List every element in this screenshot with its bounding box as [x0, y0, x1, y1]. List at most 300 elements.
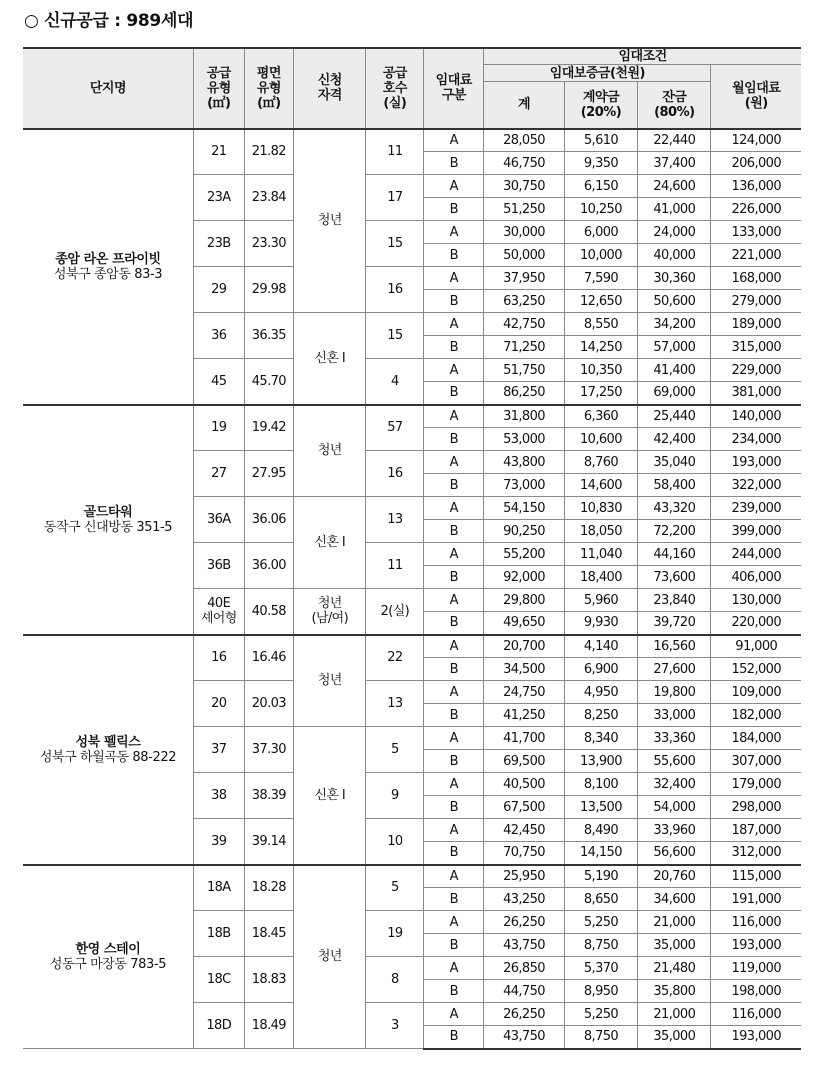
- contract-cell: 18,400: [564, 566, 637, 589]
- header-units: [366, 48, 424, 129]
- units-cell: 4: [366, 359, 424, 405]
- plan-type-cell: 36.06: [244, 497, 294, 543]
- balance-cell: 40,000: [638, 244, 711, 267]
- contract-cell: 10,350: [564, 359, 637, 382]
- monthly-rent-cell: 116,000: [711, 911, 801, 934]
- supply-type-cell: 16: [193, 635, 244, 681]
- units-cell: 57: [366, 405, 424, 451]
- contract-cell: 10,250: [564, 198, 637, 221]
- deposit-total-cell: 55,200: [484, 543, 565, 566]
- contract-cell: 6,360: [564, 405, 637, 428]
- contract-cell: 4,140: [564, 635, 637, 658]
- monthly-rent-cell: 184,000: [711, 727, 801, 750]
- table-body: [23, 129, 801, 1049]
- monthly-rent-cell: 312,000: [711, 842, 801, 865]
- units-cell: 19: [366, 911, 424, 957]
- rent-class-cell: B: [424, 336, 484, 359]
- header-units-line: (실): [383, 95, 407, 111]
- supply-type-cell: 18B: [193, 911, 244, 957]
- deposit-total-cell: 70,750: [484, 842, 565, 865]
- monthly-rent-cell: 168,000: [711, 267, 801, 290]
- rent-class-cell: B: [424, 980, 484, 1003]
- header-contract-line: (20%): [580, 104, 622, 120]
- units-cell: 16: [366, 267, 424, 313]
- header-conditions: 임대조건: [484, 48, 801, 65]
- rent-class-cell: B: [424, 290, 484, 313]
- rent-class-cell: B: [424, 474, 484, 497]
- deposit-total-cell: 26,850: [484, 957, 565, 980]
- header-rent-class-line: 구분: [441, 88, 466, 104]
- monthly-rent-cell: 130,000: [711, 589, 801, 612]
- contract-cell: 8,950: [564, 980, 637, 1003]
- header-eligibility-line: 자격: [317, 88, 342, 104]
- plan-type-cell: 18.28: [244, 865, 294, 911]
- deposit-total-cell: 90,250: [484, 520, 565, 543]
- plan-type-cell: 21.82: [244, 129, 294, 175]
- monthly-rent-cell: 198,000: [711, 980, 801, 1003]
- balance-cell: 16,560: [638, 635, 711, 658]
- balance-cell: 39,720: [638, 612, 711, 635]
- contract-cell: 7,590: [564, 267, 637, 290]
- balance-cell: 69,000: [638, 382, 711, 405]
- balance-cell: 43,320: [638, 497, 711, 520]
- units-cell: 13: [366, 681, 424, 727]
- monthly-rent-cell: 220,000: [711, 612, 801, 635]
- rent-class-cell: A: [424, 589, 484, 612]
- balance-cell: 34,200: [638, 313, 711, 336]
- rent-class-cell: A: [424, 635, 484, 658]
- rent-class-cell: A: [424, 267, 484, 290]
- rent-class-cell: B: [424, 612, 484, 635]
- contract-cell: 12,650: [564, 290, 637, 313]
- contract-cell: 14,600: [564, 474, 637, 497]
- monthly-rent-cell: 115,000: [711, 865, 801, 888]
- rent-class-cell: B: [424, 428, 484, 451]
- contract-cell: 5,370: [564, 957, 637, 980]
- plan-type-cell: 23.30: [244, 221, 294, 267]
- deposit-total-cell: 28,050: [484, 129, 565, 152]
- monthly-rent-cell: 109,000: [711, 681, 801, 704]
- deposit-total-cell: 53,000: [484, 428, 565, 451]
- complex-address: 동작구 신대방동 351-5: [43, 519, 173, 535]
- units-cell: 11: [366, 543, 424, 589]
- contract-cell: 8,550: [564, 313, 637, 336]
- monthly-rent-cell: 279,000: [711, 290, 801, 313]
- deposit-total-cell: 42,750: [484, 313, 565, 336]
- plan-type-cell: 29.98: [244, 267, 294, 313]
- balance-cell: 24,000: [638, 221, 711, 244]
- contract-cell: 14,250: [564, 336, 637, 359]
- table-header: [23, 48, 801, 129]
- rent-class-cell: B: [424, 382, 484, 405]
- rent-class-cell: A: [424, 681, 484, 704]
- deposit-total-cell: 43,800: [484, 451, 565, 474]
- deposit-total-cell: 51,250: [484, 198, 565, 221]
- balance-cell: 21,480: [638, 957, 711, 980]
- contract-cell: 18,050: [564, 520, 637, 543]
- rent-class-cell: A: [424, 911, 484, 934]
- deposit-total-cell: 42,450: [484, 819, 565, 842]
- contract-cell: 11,040: [564, 543, 637, 566]
- header-plan-type-line: (㎡): [257, 95, 281, 111]
- eligibility-cell: 청년: [294, 865, 366, 1049]
- supply-type-cell: 38: [193, 773, 244, 819]
- contract-cell: 13,900: [564, 750, 637, 773]
- deposit-total-cell: 43,250: [484, 888, 565, 911]
- monthly-rent-cell: 244,000: [711, 543, 801, 566]
- contract-cell: 8,750: [564, 934, 637, 957]
- contract-cell: 17,250: [564, 382, 637, 405]
- balance-cell: 32,400: [638, 773, 711, 796]
- balance-cell: 24,600: [638, 175, 711, 198]
- header-supply-type-line: (㎡): [207, 95, 231, 111]
- plan-type-cell: 16.46: [244, 635, 294, 681]
- plan-type-cell: 45.70: [244, 359, 294, 405]
- balance-cell: 55,600: [638, 750, 711, 773]
- rent-class-cell: B: [424, 888, 484, 911]
- balance-cell: 21,000: [638, 911, 711, 934]
- monthly-rent-cell: 234,000: [711, 428, 801, 451]
- deposit-total-cell: 26,250: [484, 1003, 565, 1026]
- deposit-total-cell: 20,700: [484, 635, 565, 658]
- contract-cell: 6,000: [564, 221, 637, 244]
- supply-type-cell: 18C: [193, 957, 244, 1003]
- plan-type-cell: 18.45: [244, 911, 294, 957]
- monthly-rent-cell: 406,000: [711, 566, 801, 589]
- supply-type-cell: 36A: [193, 497, 244, 543]
- contract-cell: 5,960: [564, 589, 637, 612]
- rent-class-cell: A: [424, 497, 484, 520]
- contract-cell: 8,490: [564, 819, 637, 842]
- contract-cell: 6,900: [564, 658, 637, 681]
- deposit-total-cell: 34,500: [484, 658, 565, 681]
- balance-cell: 41,000: [638, 198, 711, 221]
- balance-cell: 20,760: [638, 865, 711, 888]
- header-units-line: 호수: [382, 80, 407, 96]
- plan-type-cell: 19.42: [244, 405, 294, 451]
- rent-class-cell: A: [424, 313, 484, 336]
- units-cell: 13: [366, 497, 424, 543]
- supply-type-cell: 23B: [193, 221, 244, 267]
- deposit-total-cell: 24,750: [484, 681, 565, 704]
- rent-class-cell: B: [424, 934, 484, 957]
- header-monthly: [711, 65, 801, 129]
- supply-type-cell: 36B: [193, 543, 244, 589]
- monthly-rent-cell: 221,000: [711, 244, 801, 267]
- deposit-total-cell: 67,500: [484, 796, 565, 819]
- contract-cell: 5,190: [564, 865, 637, 888]
- deposit-total-cell: 51,750: [484, 359, 565, 382]
- deposit-total-cell: 31,800: [484, 405, 565, 428]
- header-supply-type-line: 공급: [206, 65, 231, 81]
- monthly-rent-cell: 229,000: [711, 359, 801, 382]
- rent-class-cell: A: [424, 727, 484, 750]
- contract-cell: 9,930: [564, 612, 637, 635]
- monthly-rent-cell: 381,000: [711, 382, 801, 405]
- supply-type-cell: 18A: [193, 865, 244, 911]
- header-rent-class: [424, 48, 484, 129]
- monthly-rent-cell: 298,000: [711, 796, 801, 819]
- units-cell: 16: [366, 451, 424, 497]
- rent-class-cell: A: [424, 221, 484, 244]
- monthly-rent-cell: 136,000: [711, 175, 801, 198]
- monthly-rent-cell: 193,000: [711, 451, 801, 474]
- monthly-rent-cell: 322,000: [711, 474, 801, 497]
- balance-cell: 35,040: [638, 451, 711, 474]
- units-cell: 9: [366, 773, 424, 819]
- deposit-total-cell: 73,000: [484, 474, 565, 497]
- deposit-total-cell: 63,250: [484, 290, 565, 313]
- rent-class-cell: B: [424, 796, 484, 819]
- contract-cell: 9,350: [564, 152, 637, 175]
- rent-class-cell: A: [424, 405, 484, 428]
- eligibility-cell: 청년: [294, 129, 366, 313]
- rent-class-cell: B: [424, 520, 484, 543]
- supply-type-cell: 37: [193, 727, 244, 773]
- balance-cell: 42,400: [638, 428, 711, 451]
- monthly-rent-cell: 187,000: [711, 819, 801, 842]
- supply-type-cell: 36: [193, 313, 244, 359]
- monthly-rent-cell: 124,000: [711, 129, 801, 152]
- supply-type-cell: 21: [193, 129, 244, 175]
- balance-cell: 34,600: [638, 888, 711, 911]
- balance-cell: 73,600: [638, 566, 711, 589]
- plan-type-cell: 40.58: [244, 589, 294, 635]
- rent-class-cell: A: [424, 359, 484, 382]
- eligibility-cell: 청년: [294, 405, 366, 497]
- contract-cell: 8,100: [564, 773, 637, 796]
- units-cell: 15: [366, 221, 424, 267]
- deposit-total-cell: 71,250: [484, 336, 565, 359]
- monthly-rent-cell: 133,000: [711, 221, 801, 244]
- eligibility-cell: 신혼 I: [294, 727, 366, 865]
- table-row: [23, 635, 801, 658]
- monthly-rent-cell: 179,000: [711, 773, 801, 796]
- header-total: 계: [484, 82, 565, 129]
- header-plan-type: [244, 48, 294, 129]
- complex-cell: [23, 635, 193, 865]
- contract-cell: 5,250: [564, 1003, 637, 1026]
- plan-type-cell: 36.00: [244, 543, 294, 589]
- deposit-total-cell: 43,750: [484, 934, 565, 957]
- rent-class-cell: B: [424, 842, 484, 865]
- deposit-total-cell: 69,500: [484, 750, 565, 773]
- deposit-total-cell: 26,250: [484, 911, 565, 934]
- contract-cell: 8,340: [564, 727, 637, 750]
- header-supply-type-line: 유형: [206, 80, 231, 96]
- header-monthly-line: 월임대료: [732, 81, 781, 97]
- monthly-rent-cell: 189,000: [711, 313, 801, 336]
- header-deposit: 임대보증금(천원): [484, 65, 711, 82]
- balance-cell: 35,800: [638, 980, 711, 1003]
- header-balance: [638, 82, 711, 129]
- complex-address: 성북구 하월곡동 88-222: [39, 749, 177, 765]
- contract-cell: 10,600: [564, 428, 637, 451]
- table-row: [23, 405, 801, 428]
- complex-address: 성북구 종암동 83-3: [53, 266, 163, 282]
- header-complex: 단지명: [23, 48, 193, 129]
- contract-cell: 8,250: [564, 704, 637, 727]
- balance-cell: 23,840: [638, 589, 711, 612]
- supply-type-cell: 23A: [193, 175, 244, 221]
- complex-name: 종암 라온 프라이빗: [55, 251, 161, 267]
- complex-cell: [23, 129, 193, 405]
- rent-class-cell: A: [424, 819, 484, 842]
- rent-class-cell: B: [424, 750, 484, 773]
- units-cell: 10: [366, 819, 424, 865]
- table-row: [23, 865, 801, 888]
- rent-class-cell: B: [424, 704, 484, 727]
- units-cell: 22: [366, 635, 424, 681]
- balance-cell: 57,000: [638, 336, 711, 359]
- balance-cell: 58,400: [638, 474, 711, 497]
- balance-cell: 19,800: [638, 681, 711, 704]
- monthly-rent-cell: 91,000: [711, 635, 801, 658]
- deposit-total-cell: 50,000: [484, 244, 565, 267]
- header-contract-line: 계약금: [582, 89, 620, 105]
- rent-class-cell: A: [424, 865, 484, 888]
- balance-cell: 37,400: [638, 152, 711, 175]
- balance-cell: 35,000: [638, 1026, 711, 1049]
- monthly-rent-cell: 239,000: [711, 497, 801, 520]
- eligibility-cell: 신혼 I: [294, 313, 366, 405]
- balance-cell: 30,360: [638, 267, 711, 290]
- rent-class-cell: B: [424, 566, 484, 589]
- contract-cell: 10,000: [564, 244, 637, 267]
- rent-class-cell: A: [424, 773, 484, 796]
- header-eligibility-line: 신청: [317, 73, 342, 89]
- contract-cell: 5,250: [564, 911, 637, 934]
- plan-type-cell: 18.83: [244, 957, 294, 1003]
- header-supply-type: [193, 48, 244, 129]
- plan-type-cell: 23.84: [244, 175, 294, 221]
- monthly-rent-cell: 152,000: [711, 658, 801, 681]
- header-balance-line: (80%): [654, 104, 695, 120]
- units-cell: 3: [366, 1003, 424, 1049]
- balance-cell: 50,600: [638, 290, 711, 313]
- supply-table: [23, 47, 801, 1050]
- balance-cell: 72,200: [638, 520, 711, 543]
- rent-class-cell: B: [424, 152, 484, 175]
- complex-address: 성동구 마장동 783-5: [49, 956, 167, 972]
- supply-type-cell: 45: [193, 359, 244, 405]
- balance-cell: 22,440: [638, 129, 711, 152]
- balance-cell: 44,160: [638, 543, 711, 566]
- header-eligibility: [294, 48, 366, 129]
- header-balance-line: 잔금: [662, 89, 687, 105]
- monthly-rent-cell: 193,000: [711, 1026, 801, 1049]
- complex-cell: [23, 865, 193, 1049]
- deposit-total-cell: 92,000: [484, 566, 565, 589]
- eligibility-cell: 신혼 I: [294, 497, 366, 589]
- balance-cell: 56,600: [638, 842, 711, 865]
- rent-class-cell: A: [424, 129, 484, 152]
- monthly-rent-cell: 307,000: [711, 750, 801, 773]
- plan-type-cell: 39.14: [244, 819, 294, 865]
- deposit-total-cell: 30,750: [484, 175, 565, 198]
- deposit-total-cell: 41,700: [484, 727, 565, 750]
- header-plan-type-line: 평면: [256, 65, 281, 81]
- rent-class-cell: B: [424, 244, 484, 267]
- page-title: ○ 신규공급 : 989세대: [24, 11, 194, 31]
- supply-type-cell: 27: [193, 451, 244, 497]
- contract-cell: 13,500: [564, 796, 637, 819]
- eligibility-cell: 청년: [294, 635, 366, 727]
- supply-type-cell: 40E 셰어형: [193, 589, 244, 635]
- supply-type-cell: 18D: [193, 1003, 244, 1049]
- deposit-total-cell: 25,950: [484, 865, 565, 888]
- contract-cell: 4,950: [564, 681, 637, 704]
- plan-type-cell: 37.30: [244, 727, 294, 773]
- balance-cell: 35,000: [638, 934, 711, 957]
- balance-cell: 41,400: [638, 359, 711, 382]
- contract-cell: 10,830: [564, 497, 637, 520]
- deposit-total-cell: 30,000: [484, 221, 565, 244]
- units-cell: 8: [366, 957, 424, 1003]
- plan-type-cell: 18.49: [244, 1003, 294, 1049]
- supply-type-cell: 39: [193, 819, 244, 865]
- units-cell: 5: [366, 865, 424, 911]
- deposit-total-cell: 44,750: [484, 980, 565, 1003]
- complex-name: 골드타워: [83, 504, 133, 520]
- balance-cell: 33,360: [638, 727, 711, 750]
- header-monthly-line: (원): [744, 96, 768, 112]
- complex-cell: [23, 405, 193, 635]
- eligibility-cell: 청년 (남/여): [294, 589, 366, 635]
- monthly-rent-cell: 399,000: [711, 520, 801, 543]
- supply-type-cell: 19: [193, 405, 244, 451]
- contract-cell: 8,650: [564, 888, 637, 911]
- table-row: [23, 129, 801, 152]
- rent-class-cell: A: [424, 543, 484, 566]
- deposit-total-cell: 49,650: [484, 612, 565, 635]
- contract-cell: 14,150: [564, 842, 637, 865]
- rent-class-cell: B: [424, 198, 484, 221]
- contract-cell: 6,150: [564, 175, 637, 198]
- monthly-rent-cell: 140,000: [711, 405, 801, 428]
- units-cell: 11: [366, 129, 424, 175]
- rent-class-cell: B: [424, 1026, 484, 1049]
- balance-cell: 33,960: [638, 819, 711, 842]
- header-plan-type-line: 유형: [256, 80, 281, 96]
- header-rent-class-line: 임대료: [435, 73, 472, 89]
- plan-type-cell: 36.35: [244, 313, 294, 359]
- monthly-rent-cell: 206,000: [711, 152, 801, 175]
- units-cell: 5: [366, 727, 424, 773]
- deposit-total-cell: 86,250: [484, 382, 565, 405]
- units-cell: 2(실): [366, 589, 424, 635]
- deposit-total-cell: 40,500: [484, 773, 565, 796]
- balance-cell: 27,600: [638, 658, 711, 681]
- header-contract: [564, 82, 637, 129]
- rent-class-cell: A: [424, 451, 484, 474]
- supply-type-cell: 20: [193, 681, 244, 727]
- monthly-rent-cell: 191,000: [711, 888, 801, 911]
- deposit-total-cell: 54,150: [484, 497, 565, 520]
- balance-cell: 25,440: [638, 405, 711, 428]
- monthly-rent-cell: 116,000: [711, 1003, 801, 1026]
- monthly-rent-cell: 226,000: [711, 198, 801, 221]
- plan-type-cell: 38.39: [244, 773, 294, 819]
- monthly-rent-cell: 182,000: [711, 704, 801, 727]
- header-units-line: 공급: [382, 65, 407, 81]
- deposit-total-cell: 46,750: [484, 152, 565, 175]
- plan-type-cell: 20.03: [244, 681, 294, 727]
- deposit-total-cell: 43,750: [484, 1026, 565, 1049]
- rent-class-cell: A: [424, 957, 484, 980]
- balance-cell: 21,000: [638, 1003, 711, 1026]
- complex-name: 한영 스테이: [75, 941, 141, 957]
